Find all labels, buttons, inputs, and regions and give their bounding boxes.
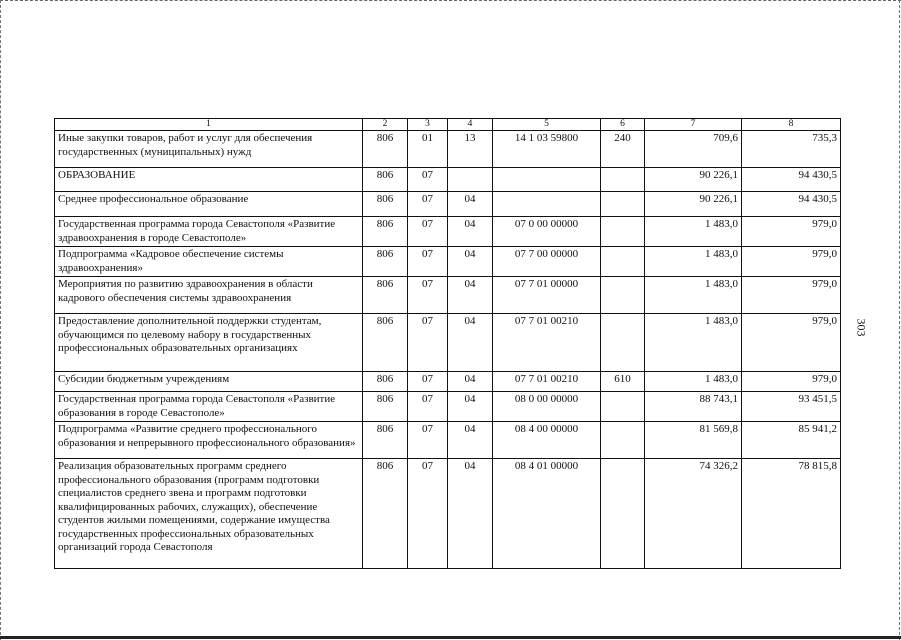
row-col3: 07 — [408, 459, 448, 569]
table-row — [55, 314, 841, 372]
column-header: 4 — [448, 119, 493, 131]
row-col2: 806 — [363, 392, 408, 422]
table-row — [55, 459, 841, 569]
table-row — [55, 277, 841, 314]
row-col2: 806 — [363, 459, 408, 569]
row-col5: 08 0 00 00000 — [493, 392, 601, 422]
row-col6: 240 — [601, 131, 645, 168]
row-col5 — [493, 192, 601, 217]
row-col2: 806 — [363, 314, 408, 372]
row-col3: 07 — [408, 314, 448, 372]
row-col3: 07 — [408, 217, 448, 247]
column-header: 3 — [408, 119, 448, 131]
row-col2: 806 — [363, 192, 408, 217]
row-col8: 735,3 — [742, 131, 841, 168]
row-col5: 07 0 00 00000 — [493, 217, 601, 247]
row-col6 — [601, 217, 645, 247]
row-name: Субсидии бюджетным учреждениям — [55, 372, 363, 392]
row-col2: 806 — [363, 247, 408, 277]
row-col7: 74 326,2 — [645, 459, 742, 569]
row-col6 — [601, 314, 645, 372]
row-col7: 88 743,1 — [645, 392, 742, 422]
row-col7: 81 569,8 — [645, 422, 742, 459]
row-col5: 08 4 01 00000 — [493, 459, 601, 569]
row-col4: 04 — [448, 422, 493, 459]
row-col8: 94 430,5 — [742, 192, 841, 217]
row-col7: 1 483,0 — [645, 217, 742, 247]
row-col8: 979,0 — [742, 372, 841, 392]
row-col3: 07 — [408, 277, 448, 314]
row-col6 — [601, 277, 645, 314]
row-col8: 93 451,5 — [742, 392, 841, 422]
table-row — [55, 392, 841, 422]
row-col4: 04 — [448, 372, 493, 392]
row-col3: 07 — [408, 372, 448, 392]
row-name: Подпрограмма «Развитие среднего профессионального образования и непрерывного профессионального образования» — [55, 422, 363, 459]
page-number: 303 — [854, 318, 869, 337]
row-col4: 04 — [448, 217, 493, 247]
table-row — [55, 372, 841, 392]
row-col7: 1 483,0 — [645, 314, 742, 372]
table-row — [55, 168, 841, 192]
row-col4: 04 — [448, 459, 493, 569]
row-col5: 08 4 00 00000 — [493, 422, 601, 459]
row-col6 — [601, 168, 645, 192]
scan-edge-left — [0, 0, 1, 640]
table-row — [55, 192, 841, 217]
row-col4: 04 — [448, 314, 493, 372]
row-col8: 979,0 — [742, 247, 841, 277]
row-col7: 1 483,0 — [645, 277, 742, 314]
row-col2: 806 — [363, 277, 408, 314]
row-name: Предоставление дополнительной поддержки студентам, обучающимся по целевому набору в государственных профессиональных образовательных организациях — [55, 314, 363, 372]
row-name: Мероприятия по развитию здравоохранения в области кадрового обеспечения системы здравоохранения — [55, 277, 363, 314]
row-col6 — [601, 247, 645, 277]
row-col3: 07 — [408, 422, 448, 459]
row-col3: 07 — [408, 392, 448, 422]
row-name: ОБРАЗОВАНИЕ — [55, 168, 363, 192]
row-col4: 04 — [448, 277, 493, 314]
row-col5: 14 1 03 59800 — [493, 131, 601, 168]
row-col6 — [601, 192, 645, 217]
column-header: 6 — [601, 119, 645, 131]
row-name: Подпрограмма «Кадровое обеспечение системы здравоохранения» — [55, 247, 363, 277]
row-col5 — [493, 168, 601, 192]
scan-edge-right — [899, 0, 900, 640]
row-col4: 04 — [448, 392, 493, 422]
column-header: 7 — [645, 119, 742, 131]
row-col5: 07 7 00 00000 — [493, 247, 601, 277]
row-col7: 90 226,1 — [645, 192, 742, 217]
table-header-row — [55, 119, 841, 131]
row-col4: 04 — [448, 192, 493, 217]
row-col6 — [601, 422, 645, 459]
row-name: Государственная программа города Севастополя «Развитие здравоохранения в городе Севастополе» — [55, 217, 363, 247]
row-col2: 806 — [363, 372, 408, 392]
column-header: 8 — [742, 119, 841, 131]
row-col8: 979,0 — [742, 314, 841, 372]
row-col5: 07 7 01 00210 — [493, 372, 601, 392]
row-col6 — [601, 392, 645, 422]
row-col8: 979,0 — [742, 217, 841, 247]
row-col2: 806 — [363, 131, 408, 168]
row-col3: 01 — [408, 131, 448, 168]
row-col7: 1 483,0 — [645, 372, 742, 392]
row-col3: 07 — [408, 247, 448, 277]
row-col8: 94 430,5 — [742, 168, 841, 192]
row-name: Среднее профессиональное образование — [55, 192, 363, 217]
table-row — [55, 131, 841, 168]
row-col7: 709,6 — [645, 131, 742, 168]
scan-edge-top — [0, 0, 901, 1]
table-row — [55, 217, 841, 247]
column-header: 2 — [363, 119, 408, 131]
row-col2: 806 — [363, 217, 408, 247]
row-col2: 806 — [363, 422, 408, 459]
table-row — [55, 247, 841, 277]
row-col2: 806 — [363, 168, 408, 192]
column-header: 1 — [55, 119, 363, 131]
row-name: Реализация образовательных программ среднего профессионального образования (программ подготовки специалистов среднего звена и программ подготовки квалифицированных рабочих, служащих), обеспечение студентов жилыми помещениями, содержание имущества государственных профессиональных образовательных организаций города Севастополя — [55, 459, 363, 569]
row-col4: 04 — [448, 247, 493, 277]
row-col7: 90 226,1 — [645, 168, 742, 192]
row-col5: 07 7 01 00210 — [493, 314, 601, 372]
column-header: 5 — [493, 119, 601, 131]
row-col7: 1 483,0 — [645, 247, 742, 277]
row-col8: 85 941,2 — [742, 422, 841, 459]
row-col8: 979,0 — [742, 277, 841, 314]
row-col5: 07 7 01 00000 — [493, 277, 601, 314]
row-col3: 07 — [408, 192, 448, 217]
scan-edge-bottom — [0, 636, 901, 639]
row-col4: 13 — [448, 131, 493, 168]
row-name: Государственная программа города Севастополя «Развитие образования в городе Севастополе» — [55, 392, 363, 422]
row-col4 — [448, 168, 493, 192]
row-col6: 610 — [601, 372, 645, 392]
row-col8: 78 815,8 — [742, 459, 841, 569]
table-row — [55, 422, 841, 459]
row-col6 — [601, 459, 645, 569]
budget-table — [54, 118, 841, 569]
row-name: Иные закупки товаров, работ и услуг для обеспечения государственных (муниципальных) нужд — [55, 131, 363, 168]
row-col3: 07 — [408, 168, 448, 192]
